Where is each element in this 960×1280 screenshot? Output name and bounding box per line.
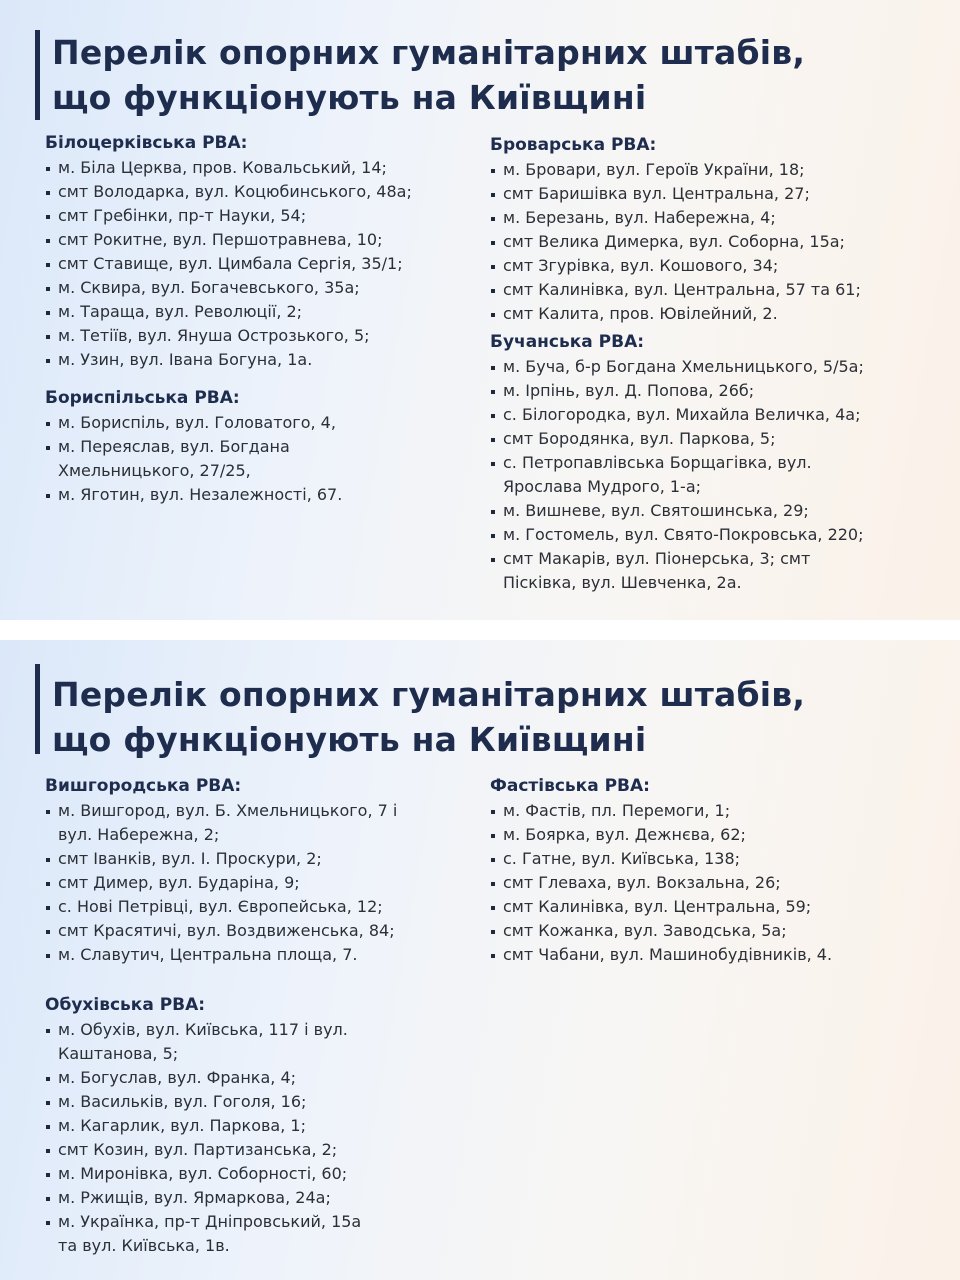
list-item: м. Сквира, вул. Богачевського, 35а; [45, 276, 465, 300]
list-item: смт Красятичі, вул. Воздвиженська, 84; [45, 919, 465, 943]
section-bilotserkivska [45, 131, 465, 372]
section-title: Фастівська РВА: [490, 776, 650, 796]
list-item: смт Димер, вул. Бударіна, 9; [45, 871, 465, 895]
list-item: смт Баришівка вул. Центральна, 27; [490, 182, 940, 206]
section-obukhivska [45, 993, 465, 1258]
list-item: смт Володарка, вул. Коцюбинського, 48а; [45, 180, 465, 204]
list-item: с. Петропавлівська Борщагівка, вул. Ярослава Мудрого, 1-а; [490, 451, 940, 499]
section-title: Бучанська РВА: [490, 332, 645, 352]
page-title [52, 30, 805, 120]
list-item: с. Нові Петрівці, вул. Європейська, 12; [45, 895, 465, 919]
title-accent-bar [35, 30, 40, 120]
list-item: м. Славутич, Центральна площа, 7. [45, 943, 465, 967]
address-list [490, 799, 940, 967]
list-item: смт Калинівка, вул. Центральна, 57 та 61; [490, 278, 940, 302]
panel-1 [0, 0, 960, 620]
list-item: м. Миронівка, вул. Соборності, 60; [45, 1162, 465, 1186]
list-item: м. Березань, вул. Набережна, 4; [490, 206, 940, 230]
list-item: смт Макарів, вул. Піонерська, 3; смт Пісківка, вул. Шевченка, 2а. [490, 547, 940, 595]
panel-2 [0, 640, 960, 1280]
list-item: м. Вишневе, вул. Святошинська, 29; [490, 499, 940, 523]
list-item: смт Гребінки, пр-т Науки, 54; [45, 204, 465, 228]
list-item: м. Фастів, пл. Перемоги, 1; [490, 799, 940, 823]
list-item: смт Іванків, вул. І. Проскури, 2; [45, 847, 465, 871]
list-item: м. Гостомель, вул. Свято-Покровська, 220; [490, 523, 940, 547]
list-item: м. Боярка, вул. Дежнєва, 62; [490, 823, 940, 847]
list-item: смт Згурівка, вул. Кошового, 34; [490, 254, 940, 278]
list-item: м. Васильків, вул. Гоголя, 16; [45, 1090, 465, 1114]
section-title: Бориспільська РВА: [45, 388, 240, 408]
list-item: м. Біла Церква, пров. Ковальський, 14; [45, 156, 465, 180]
list-item: смт Козин, вул. Партизанська, 2; [45, 1138, 465, 1162]
list-item: с. Гатне, вул. Київська, 138; [490, 847, 940, 871]
address-list [490, 158, 940, 326]
section-title: Білоцерківська РВА: [45, 133, 248, 153]
address-list [45, 156, 465, 372]
list-item: м. Українка, пр-т Дніпровський, 15а та вул. Київська, 1в. [45, 1210, 465, 1258]
list-item: м. Тараща, вул. Революції, 2; [45, 300, 465, 324]
page-title [52, 672, 805, 762]
title-accent-bar [35, 664, 40, 754]
address-list [490, 355, 940, 595]
right-column [490, 133, 940, 609]
section-brovarska [490, 133, 940, 326]
address-list [45, 799, 465, 967]
list-item: м. Узин, вул. Івана Богуна, 1а. [45, 348, 465, 372]
list-item: м. Буча, б-р Богдана Хмельницького, 5/5а; [490, 355, 940, 379]
list-item: смт Бородянка, вул. Паркова, 5; [490, 427, 940, 451]
section-title: Броварська РВА: [490, 135, 657, 155]
address-list [45, 411, 465, 507]
list-item: м. Ірпінь, вул. Д. Попова, 26б; [490, 379, 940, 403]
list-item: м. Бориспіль, вул. Головатого, 4, [45, 411, 465, 435]
list-item: смт Чабани, вул. Машинобудівників, 4. [490, 943, 940, 967]
list-item: м. Богуслав, вул. Франка, 4; [45, 1066, 465, 1090]
title-line-2: що функціонують на Київщині [52, 720, 647, 759]
section-title: Вишгородська РВА: [45, 776, 242, 796]
list-item: м. Кагарлик, вул. Паркова, 1; [45, 1114, 465, 1138]
section-title: Обухівська РВА: [45, 995, 206, 1015]
list-item: м. Вишгород, вул. Б. Хмельницького, 7 і вул. Набережна, 2; [45, 799, 465, 847]
list-item: м. Обухів, вул. Київська, 117 і вул. Каштанова, 5; [45, 1018, 465, 1066]
list-item: м. Тетіїв, вул. Януша Острозького, 5; [45, 324, 465, 348]
title-line-1: Перелік опорних гуманітарних штабів, [52, 33, 806, 72]
title-line-2: що функціонують на Київщині [52, 78, 647, 117]
list-item: смт Калита, пров. Ювілейний, 2. [490, 302, 940, 326]
section-boryspilska [45, 386, 465, 507]
list-item: смт Кожанка, вул. Заводська, 5а; [490, 919, 940, 943]
left-column [45, 131, 465, 521]
section-fastivska [490, 774, 940, 967]
list-item: смт Ставище, вул. Цимбала Сергія, 35/1; [45, 252, 465, 276]
title-line-1: Перелік опорних гуманітарних штабів, [52, 675, 806, 714]
list-item: м. Ржищів, вул. Ярмаркова, 24а; [45, 1186, 465, 1210]
list-item: м. Яготин, вул. Незалежності, 67. [45, 483, 465, 507]
left-column [45, 774, 465, 1272]
list-item: смт Калинівка, вул. Центральна, 59; [490, 895, 940, 919]
address-list [45, 1018, 465, 1258]
list-item: с. Білогородка, вул. Михайла Величка, 4а; [490, 403, 940, 427]
section-buchanska [490, 330, 940, 595]
list-item: смт Рокитне, вул. Першотравнева, 10; [45, 228, 465, 252]
right-column [490, 774, 940, 981]
list-item: м. Переяслав, вул. Богдана Хмельницького, 27/25, [45, 435, 465, 483]
list-item: м. Бровари, вул. Героїв України, 18; [490, 158, 940, 182]
list-item: смт Глеваха, вул. Вокзальна, 26; [490, 871, 940, 895]
section-vyshhorodska [45, 774, 465, 967]
list-item: смт Велика Димерка, вул. Соборна, 15а; [490, 230, 940, 254]
